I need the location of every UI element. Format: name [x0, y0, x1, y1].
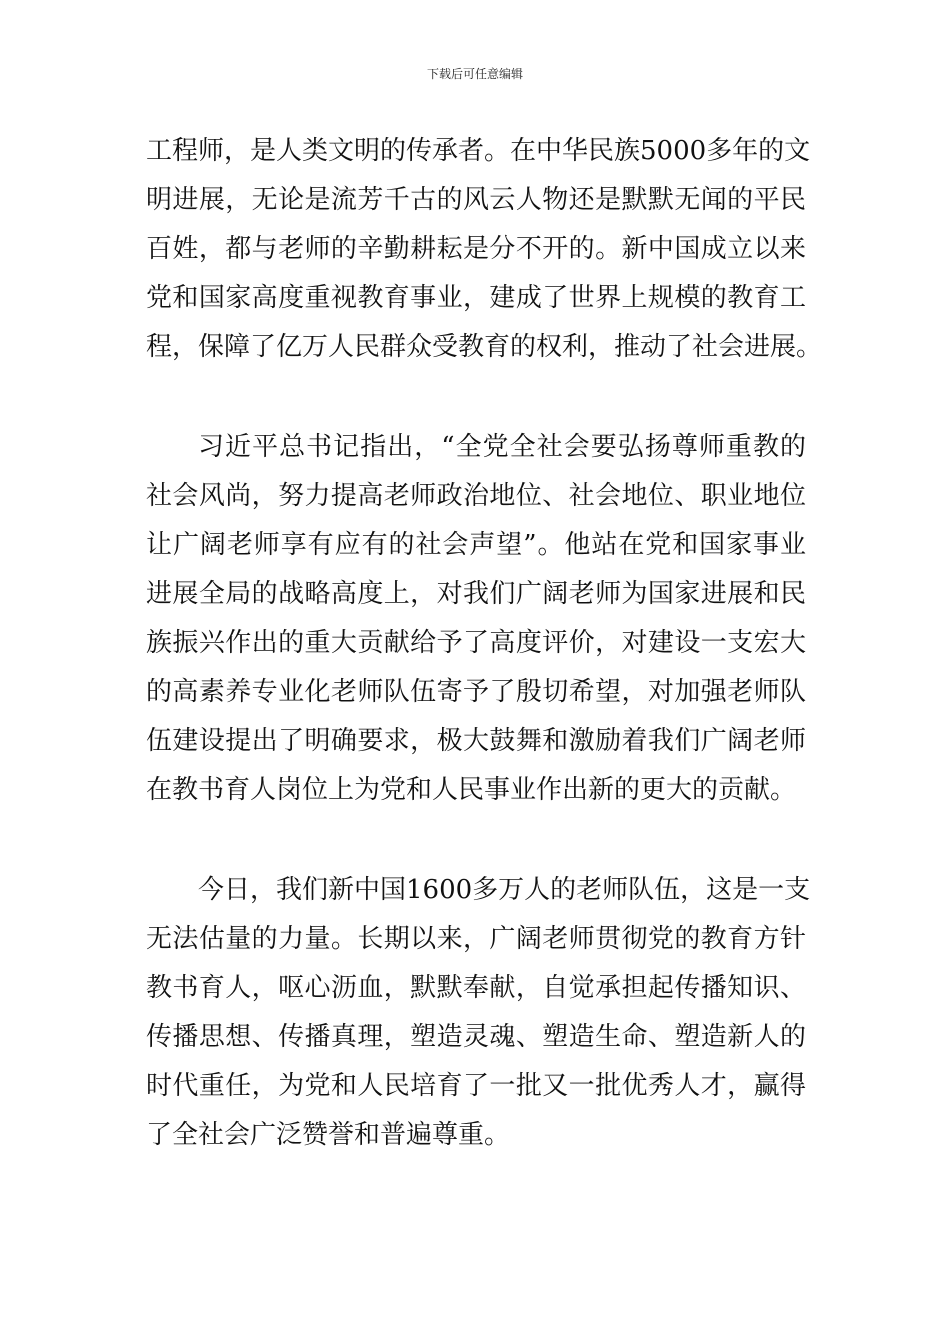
paragraph-line: 进展全局的战略高度上，对我们广阔老师为国家进展和民 [146, 579, 806, 609]
paragraph-line: 无法估量的力量。长期以来，广阔老师贯彻党的教育方针 [146, 924, 806, 954]
paragraph-line: 的高素养专业化老师队伍寄予了殷切希望，对加强老师队 [146, 677, 806, 707]
paragraph-line: 传播思想、传播真理，塑造灵魂、塑造生命、塑造新人的 [146, 1022, 806, 1052]
paragraph-line: 教书育人，呕心沥血，默默奉献，自觉承担起传播知识、 [146, 973, 806, 1003]
paragraph-line: 习近平总书记指出，“全党全社会要弘扬尊师重教的 [198, 432, 806, 462]
paragraph-line: 明进展，无论是流芳千古的风云人物还是默默无闻的平民 [146, 185, 806, 215]
paragraph-line: 了全社会广泛赞誉和普遍尊重。 [146, 1120, 511, 1150]
paragraph-2 [146, 423, 806, 815]
paragraph-line: 族振兴作出的重大贡献给予了高度评价，对建设一支宏大 [146, 628, 806, 658]
paragraph-line: 社会风尚，努力提高老师政治地位、社会地位、职业地位 [146, 481, 806, 511]
paragraph-line: 在教书育人岗位上为党和人民事业作出新的更大的贡献。 [146, 775, 797, 805]
paragraph-3 [146, 866, 811, 1160]
paragraph-line: 党和国家高度重视教育事业，建成了世界上规模的教育工 [146, 283, 806, 313]
paragraph-line: 百姓，都与老师的辛勤耕耘是分不开的。新中国成立以来 [146, 234, 806, 264]
paragraph-line: 工程师，是人类文明的传承者。在中华民族5000多年的文 [146, 136, 811, 166]
paragraph-line: 程，保障了亿万人民群众受教育的权利，推动了社会进展。 [146, 332, 823, 362]
paragraph-line: 今日，我们新中国1600多万人的老师队伍，这是一支 [198, 875, 811, 905]
paragraph-line: 伍建设提出了明确要求，极大鼓舞和激励着我们广阔老师 [146, 726, 806, 756]
page-header: 下载后可任意编辑 [426, 67, 523, 81]
paragraph-line: 时代重任，为党和人民培育了一批又一批优秀人才，赢得 [146, 1071, 806, 1101]
paragraph-1 [146, 127, 823, 372]
paragraph-line: 让广阔老师享有应有的社会声望”。他站在党和国家事业 [146, 530, 806, 560]
